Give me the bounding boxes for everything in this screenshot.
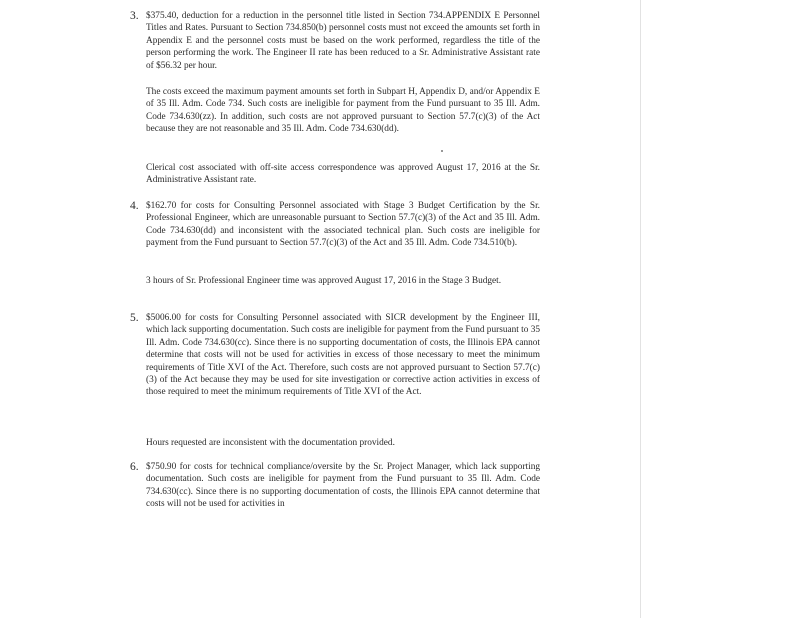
item-text: $162.70 for costs for Consulting Personnel associated with Stage 3 Budget Certification by the Sr. Professional Engineer, which are unreasonable pursuant to Section 57.7(c)(3) of the Act and 35 Ill. Adm. Code 734.630(dd) and inconsistent with the associated technical plan. Such costs are ineligible for payment from the Fund pursuant to Section 57.7(c)(3) of the Act and 35 Ill. Adm. Code 734.510(b). (146, 201, 540, 249)
list-item-5 (130, 312, 540, 399)
list-item-6 (130, 461, 540, 511)
scan-speck (441, 150, 443, 152)
list-item-3 (130, 10, 540, 72)
note-hours-inconsistent: Hours requested are inconsistent with the documentation provided. (146, 438, 395, 448)
note-clerical-cost: Clerical cost associated with off-site access correspondence was approved August 17, 2016 at the Sr. Administrative Assistant rate. (146, 163, 540, 186)
page-edge-divider (640, 0, 641, 618)
item-text: $5006.00 for costs for Consulting Personnel associated with SICR development by the Engineer III, which lack supporting documentation. Such costs are ineligible for payment from the Fund pursuant to 35 Ill. Adm. Code 734.630(cc). Since there is no supporting documentation of costs, the Illinois EPA cannot determine that costs will not be used for activities in excess of those necessary to meet the minimum requirements of Title XVI of the Act. Therefore, such costs are not approved pursuant to Section 57.7(c)(3) of the Act because they may be used for site investigation or corrective action activities in excess of those required to meet the minimum requirements of Title XVI of the Act. (146, 313, 541, 398)
item-number: 6. (130, 461, 139, 473)
list-item-4 (130, 200, 540, 250)
note-stage3-hours: 3 hours of Sr. Professional Engineer time was approved August 17, 2016 in the Stage 3 Budget. (146, 276, 502, 286)
item-number: 3. (130, 10, 139, 22)
item-number: 4. (130, 200, 139, 212)
item-text: $750.90 for costs for technical compliance/oversite by the Sr. Project Manager, which lack supporting documentation. Such costs are ineligible for payment from the Fund pursuant to 35 Ill. Adm. Code 734.630(cc). Since there is no supporting documentation of costs, the Illinois EPA cannot determine that costs will not be used for activities in (146, 462, 540, 510)
item-number: 5. (130, 312, 139, 324)
item-text: $375.40, deduction for a reduction in the personnel title listed in Section 734.APPENDIX E Personnel Titles and Rates. Pursuant to Section 734.850(b) personnel costs must not exceed the amounts set forth in Appendix E and the personnel costs must be based on the work performed, regardless the title of the person performing the work. The Engineer II rate has been reduced to a Sr. Administrative Assistant rate of $56.32 per hour. (146, 11, 540, 71)
note-max-payment: The costs exceed the maximum payment amounts set forth in Subpart H, Appendix D, and/or Appendix E of 35 Ill. Adm. Code 734. Such costs are ineligible for payment from the Fund pursuant to 35 Ill. Adm. Code 734.630(zz). In addition, such costs are not approved pursuant to Section 57.7(c)(3) of the Act because they are not reasonable and 35 Ill. Adm. Code 734.630(dd). (146, 87, 540, 135)
